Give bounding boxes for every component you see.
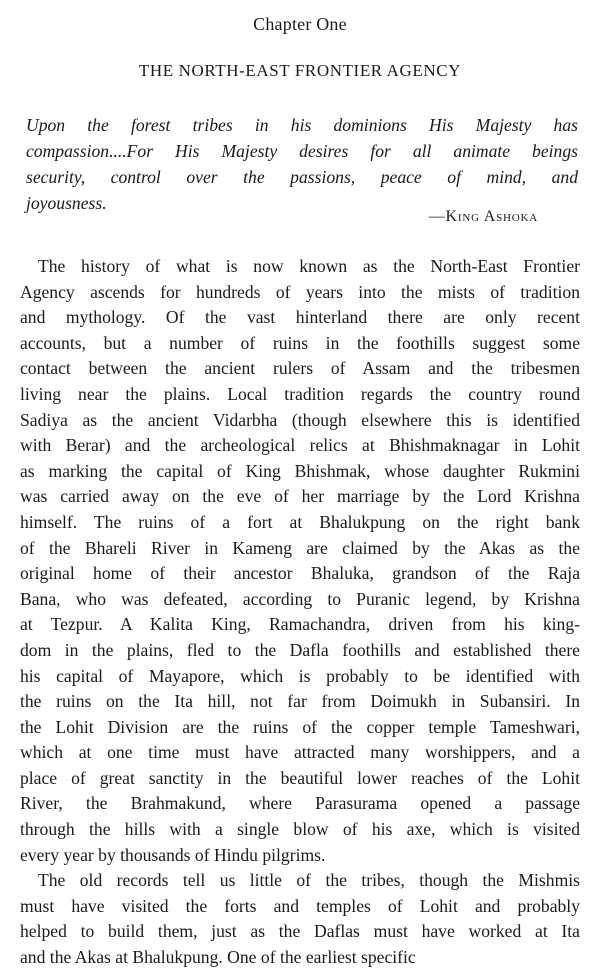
paragraph [20,868,580,970]
text-line: contact between the ancient rulers of Assam and the tribesmen [20,358,580,379]
text-line: was carried away on the eve of her marriage by the Lord Krishna [20,486,580,507]
body-text [20,254,580,971]
text-line: dom in the plains, fled to the Dafla foothills and established there [20,639,580,660]
text-line: Agency ascends for hundreds of years into the mists of tradition [20,281,580,302]
text-line: The history of what is now known as the North-East Frontier [38,256,580,276]
text-line: at Tezpur. A Kalita King, Ramachandra, driven from his king- [20,614,580,635]
chapter-title: THE NORTH-EAST FRONTIER AGENCY [138,61,462,80]
text-line: helped to build them, just as the Daflas must have worked at Ita [20,921,580,942]
text-line: and the Akas at Bhalukpung. One of the earliest specific [20,947,416,968]
epigraph [26,112,578,216]
text-line: and mythology. Of the vast hinterland there are only recent [20,307,580,328]
text-line: Bana, who was defeated, according to Puranic legend, by Krishna [20,588,580,609]
text-line: of the Bhareli River in Kameng are claimed by the Akas as the [20,537,580,558]
epigraph-line: Upon the forest tribes in his dominions His Majesty has [26,115,578,135]
text-line: River, the Brahmakund, where Parasurama opened a passage [20,793,580,814]
chapter-label: Chapter One [253,14,347,34]
text-line: the Lohit Division are the ruins of the copper temple Tameshwari, [20,716,580,737]
paragraph [20,254,580,868]
text-line: accounts, but a number of ruins in the foothills suggest some [20,332,580,353]
epigraph-attribution: —King Ashoka [428,208,538,225]
text-line: must have visited the forts and temples of Lohit and probably [20,895,580,916]
epigraph-line: joyousness. [26,193,107,213]
text-line: The old records tell us little of the tribes, though the Mishmis [38,870,580,891]
text-line: place of great sanctity in the beautiful lower reaches of the Lohit [20,767,580,788]
text-line: living near the plains. Local tradition regards the country round [20,383,580,404]
text-line: through the hills with a single blow of his axe, which is visited [20,819,580,840]
text-line: as marking the capital of King Bhishmak, whose daughter Rukmini [20,460,580,481]
text-line: himself. The ruins of a fort at Bhalukpung on the right bank [20,511,580,532]
text-line: the ruins on the Ita hill, not far from Doimukh in Subansiri. In [20,691,580,712]
text-line: Sadiya as the ancient Vidarbha (though elsewhere this is identified [20,409,580,430]
text-line: with Berar) and the archeological relics at Bhishmaknagar in Lohit [20,435,580,456]
text-line: which at one time must have attracted many worshippers, and a [20,742,580,763]
text-line: original home of their ancestor Bhaluka, grandson of the Raja [20,563,580,584]
text-line: every year by thousands of Hindu pilgrims. [20,844,326,865]
epigraph-line: security, control over the passions, peace of mind, and [26,167,578,187]
text-line: his capital of Mayapore, which is probably to be identified with [20,665,580,686]
epigraph-line: compassion....For His Majesty desires for all animate beings [26,141,578,161]
